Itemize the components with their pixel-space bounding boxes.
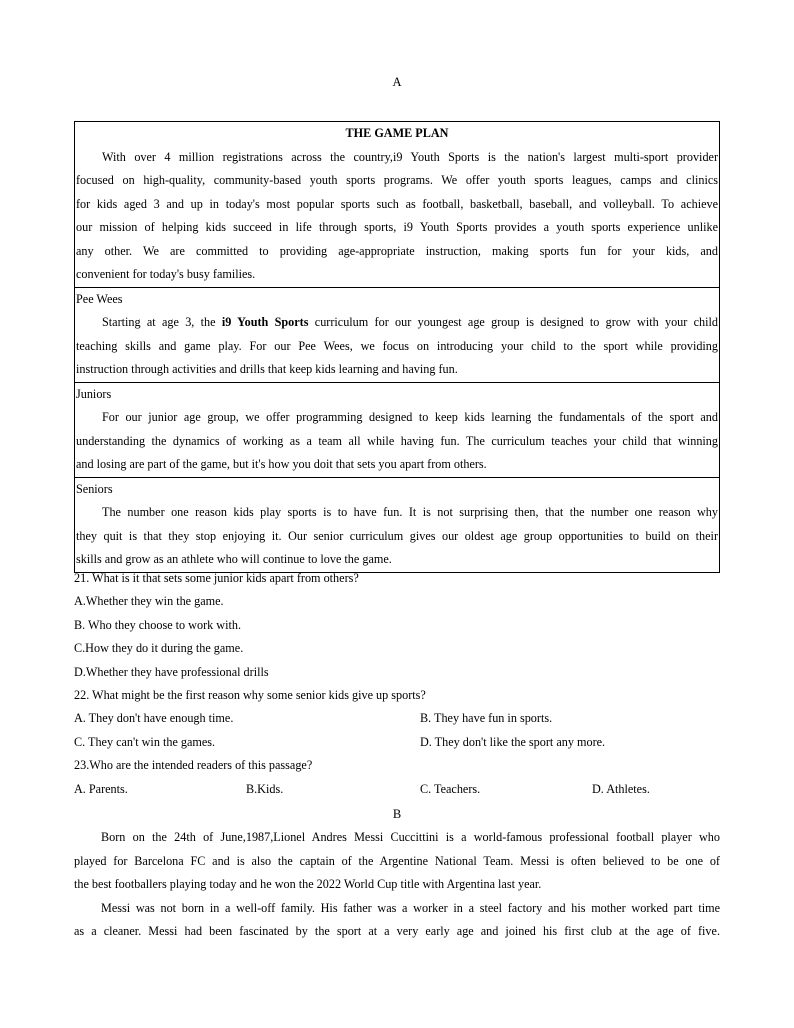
passage-line: as a cleaner. Messi had been fascinated by the sport at a very early age and joined his first club at the age of five. [74, 924, 720, 938]
intro-line: With over 4 million registrations across the country,i9 Youth Sports is the nation's largest multi-sport provider [102, 149, 718, 164]
seniors-heading: Seniors [76, 481, 113, 496]
juniors-heading-cell [75, 382, 719, 407]
peewees-heading-cell [75, 287, 719, 312]
seniors-line: skills and grow as an athlete who will continue to love the game. [76, 552, 392, 566]
intro-line: any other. We are committed to providing age-appropriate instruction, making sports fun for your kids, and [76, 243, 718, 258]
section-a-label: A [392, 75, 402, 89]
peewees-line: teaching skills and game play. For our Pee Wees, we focus on introducing your child to the sport while providing [76, 338, 718, 353]
q23-option-d: D. Athletes. [592, 781, 650, 796]
seniors-line: they quit is that they stop enjoying it. Our senior curriculum gives our oldest age group opportunities to build on their [76, 528, 718, 543]
peewees-line: instruction through activities and drills that keep kids learning and having fun. [76, 362, 458, 376]
passage-line: the best footballers playing today and he won the 2022 World Cup title with Argentina last year. [74, 877, 542, 891]
q22-row-1 [74, 707, 720, 730]
game-plan-box [74, 121, 720, 573]
seniors-line: The number one reason kids play sports is to have fun. It is not surprising then, that the number one reason why [102, 505, 718, 519]
q23-option-b: B.Kids. [246, 781, 284, 796]
question-23: 23.Who are the intended readers of this passage? [74, 758, 313, 773]
peewees-line: Starting at age 3, the i9 Youth Sports curriculum for our youngest age group is designed to grow with your child [102, 315, 718, 329]
q22-option-d: D. They don't like the sport any more. [420, 734, 606, 749]
q23-option-c: C. Teachers. [420, 781, 481, 796]
q22-row-2 [74, 731, 720, 754]
intro-line: our mission of helping kids succeed in life through sports, i9 Youth Sports provides a youth sports experience unlike [76, 220, 718, 234]
peewees-heading: Pee Wees [76, 291, 123, 306]
brand-name-bold: i9 Youth Sports [221, 315, 309, 329]
passage-b [74, 826, 720, 944]
juniors-body [75, 406, 719, 477]
box-title: THE GAME PLAN [345, 126, 449, 140]
q23-option-a: A. Parents. [74, 781, 128, 796]
q23-row [74, 778, 720, 801]
peewees-body [75, 311, 719, 382]
juniors-line: For our junior age group, we offer programming designed to keep kids learning the fundamentals of the sport and [102, 410, 718, 424]
seniors-heading-cell [75, 477, 719, 502]
seniors-body [75, 501, 719, 572]
passage-line: Messi was not born in a well-off family. His father was a worker in a steel factory and his mother worked part time [101, 900, 720, 915]
juniors-heading: Juniors [76, 386, 112, 401]
section-b-label: B [392, 807, 402, 821]
intro-cell [75, 122, 719, 287]
question-21: 21. What is it that sets some junior kids apart from others? [74, 571, 359, 585]
question-22: 22. What might be the first reason why some senior kids give up sports? [74, 687, 426, 702]
q21-option-b: B. Who they choose to work with. [74, 617, 241, 632]
intro-line: for kids aged 3 and up in today's most popular sports such as football, basketball, baseball, and volleyball. To achieve [76, 196, 718, 211]
passage-line: played for Barcelona FC and is also the captain of the Argentine National Team. Messi is often believed to be one of [74, 853, 720, 868]
q22-option-c: C. They can't win the games. [74, 734, 216, 749]
questions-block [74, 567, 720, 801]
juniors-line: understanding the dynamics of working as a team all while having fun. The curriculum teaches your child that winning [76, 433, 718, 448]
q21-option-a: A.Whether they win the game. [74, 594, 224, 609]
q22-option-a: A. They don't have enough time. [74, 711, 234, 726]
q21-option-d: D.Whether they have professional drills [74, 664, 269, 679]
intro-line: focused on high-quality, community-based youth sports programs. We offer youth sports leagues, camps and clinics [76, 173, 718, 187]
passage-line: Born on the 24th of June,1987,Lionel Andres Messi Cuccittini is a world-famous professional football player who [101, 830, 720, 844]
juniors-line: and losing are part of the game, but it's how you doit that sets you apart from others. [76, 457, 487, 471]
q22-option-b: B. They have fun in sports. [420, 711, 553, 726]
q21-option-c: C.How they do it during the game. [74, 641, 244, 656]
intro-line: convenient for today's busy families. [76, 267, 256, 281]
